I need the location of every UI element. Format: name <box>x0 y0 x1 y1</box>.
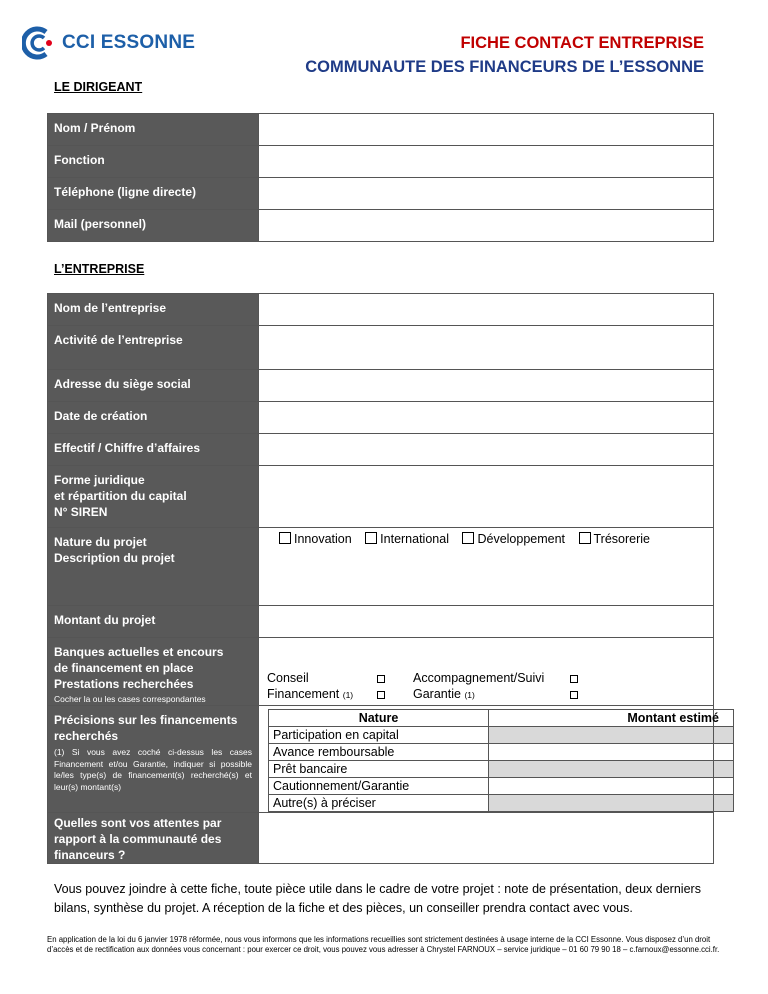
checkbox-innovation[interactable] <box>279 532 291 544</box>
instructions-paragraph: Vous pouvez joindre à cette fiche, toute pièce utile dans le cadre de votre projet : note de présentation, deux derniers bilans, synthèse du projet. A réception de la fiche et des pièces, un conseiller prendra contact avec vous. <box>54 882 701 915</box>
label-telephone: Téléphone (ligne directe) <box>48 178 259 210</box>
fin-row-amount-input[interactable] <box>489 761 734 778</box>
table-row <box>269 727 734 744</box>
option-developpement[interactable] <box>462 532 565 546</box>
option-tresorerie-label: Trésorerie <box>593 532 651 546</box>
label-attentes <box>48 813 259 864</box>
checkbox-garantie[interactable] <box>570 689 578 703</box>
fin-row-amount-input[interactable] <box>489 727 734 744</box>
fin-row-label: Autre(s) à préciser <box>269 795 489 812</box>
section-heading-entreprise: L’ENTREPRISE <box>54 262 145 276</box>
option-tresorerie[interactable] <box>579 532 651 546</box>
input-mail[interactable] <box>259 210 714 242</box>
label-fonction: Fonction <box>48 146 259 178</box>
footnote-mark-2: (1) <box>464 690 475 700</box>
fin-row-amount-input[interactable] <box>489 744 734 761</box>
label-mail: Mail (personnel) <box>48 210 259 242</box>
label-prestations: Prestations recherchées <box>54 677 194 691</box>
input-nom-prenom[interactable] <box>259 114 714 146</box>
label-forme-juridique <box>48 466 259 528</box>
label-montant-projet: Montant du projet <box>48 606 259 638</box>
prestations-cell <box>259 638 714 706</box>
label-forme-juridique-line1: Forme juridique <box>54 473 145 487</box>
form-title: FICHE CONTACT ENTREPRISE <box>460 34 704 52</box>
financements-table <box>268 709 734 812</box>
dirigeant-table <box>47 113 714 242</box>
input-adresse[interactable] <box>259 370 714 402</box>
fin-row-label: Cautionnement/Garantie <box>269 778 489 795</box>
table-row <box>269 744 734 761</box>
input-attentes[interactable] <box>259 813 714 864</box>
fin-row-amount-input[interactable] <box>489 795 734 812</box>
input-forme-juridique[interactable] <box>259 466 714 528</box>
input-nom-entreprise[interactable] <box>259 294 714 326</box>
prest-accompagnement-label: Accompagnement/Suivi <box>413 671 545 685</box>
fin-row-label: Prêt bancaire <box>269 761 489 778</box>
label-description-projet: Description du projet <box>54 551 175 565</box>
prest-financement-label: Financement <box>267 687 340 701</box>
input-telephone[interactable] <box>259 178 714 210</box>
entreprise-table <box>47 293 719 864</box>
fin-row-label: Avance remboursable <box>269 744 489 761</box>
option-international[interactable] <box>365 532 449 546</box>
label-banques-line2: de financement en place <box>54 661 194 675</box>
checkbox-conseil[interactable] <box>377 673 385 687</box>
label-effectif: Effectif / Chiffre d’affaires <box>48 434 259 466</box>
input-fonction[interactable] <box>259 146 714 178</box>
fin-header-nature: Nature <box>269 710 489 727</box>
checkbox-international[interactable] <box>365 532 377 544</box>
form-subtitle: COMMUNAUTE DES FINANCEURS DE L’ESSONNE <box>305 58 704 76</box>
cci-logo-icon <box>22 26 56 60</box>
prestations-options <box>259 638 713 702</box>
label-adresse: Adresse du siège social <box>48 370 259 402</box>
label-banques-line1: Banques actuelles et encours <box>54 645 224 659</box>
label-nature-projet <box>48 528 259 606</box>
input-montant-projet[interactable] <box>259 606 714 638</box>
logo-text: CCI ESSONNE <box>62 32 196 53</box>
fin-row-amount-input[interactable] <box>489 778 734 795</box>
fin-row-label: Participation en capital <box>269 727 489 744</box>
label-forme-juridique-line2: et répartition du capital <box>54 489 187 503</box>
table-row <box>269 778 734 795</box>
prest-financement <box>267 687 353 701</box>
label-attentes-line1: Quelles sont vos attentes par <box>54 816 222 830</box>
checkbox-accompagnement[interactable] <box>570 673 578 687</box>
financements-cell <box>259 706 719 813</box>
section-heading-dirigeant: LE DIRIGEANT <box>54 80 143 94</box>
checkbox-tresorerie[interactable] <box>579 532 591 544</box>
footnote-mark: (1) <box>342 690 354 700</box>
label-attentes-line2: rapport à la communauté des <box>54 832 222 846</box>
input-activite[interactable] <box>259 326 714 370</box>
label-siren: N° SIREN <box>54 505 108 519</box>
label-precisions-line1: Précisions sur les financements <box>54 713 238 727</box>
label-nom-prenom: Nom / Prénom <box>48 114 259 146</box>
label-date-creation: Date de création <box>48 402 259 434</box>
label-prestations-hint: Cocher la ou les cases correspondantes <box>54 694 206 704</box>
checkbox-financement[interactable] <box>377 689 385 703</box>
cci-logo <box>22 26 195 60</box>
fin-header-montant: Montant estimé <box>489 710 734 727</box>
legal-notice: En application de la loi du 6 janvier 1978 réformée, nous vous informons que les informations recueillies sont strictement destinées à usage interne de la CCI Essonne. Vous disposez d’un droit d’accès et de rectification aux données vous concernant : pour exercer ce droit, vous pouvez vous adresser à Chrystel FARNOUX – service juridique – 01 60 79 90 18 – c.farnoux@essonne.cci.fr. <box>47 935 720 954</box>
option-innovation-label: Innovation <box>294 532 352 546</box>
label-nom-entreprise: Nom de l’entreprise <box>48 294 259 326</box>
option-innovation[interactable] <box>279 532 352 546</box>
table-row <box>269 761 734 778</box>
label-attentes-line3: financeurs ? <box>54 848 126 862</box>
label-activite: Activité de l’entreprise <box>48 326 259 370</box>
table-row <box>269 795 734 812</box>
nature-options <box>259 528 713 546</box>
checkbox-developpement[interactable] <box>462 532 474 544</box>
precisions-note: (1) Si vous avez coché ci-dessus les cases Financement et/ou Garantie, indiquer si possible le/les type(s) de financement(s) recherché(s) et leur(s) montant(s) <box>54 747 252 792</box>
label-nature-projet-line1: Nature du projet <box>54 535 147 549</box>
prest-conseil-label: Conseil <box>267 671 309 685</box>
label-banques-prestations <box>48 638 259 706</box>
option-developpement-label: Développement <box>477 532 566 546</box>
label-precisions-line2: recherchés <box>54 729 119 743</box>
label-precisions <box>48 706 259 813</box>
option-international-label: International <box>380 532 449 546</box>
nature-projet-cell <box>259 528 714 606</box>
prest-garantie-label: Garantie <box>413 687 461 701</box>
input-effectif[interactable] <box>259 434 714 466</box>
prest-garantie <box>413 687 475 701</box>
input-date-creation[interactable] <box>259 402 714 434</box>
